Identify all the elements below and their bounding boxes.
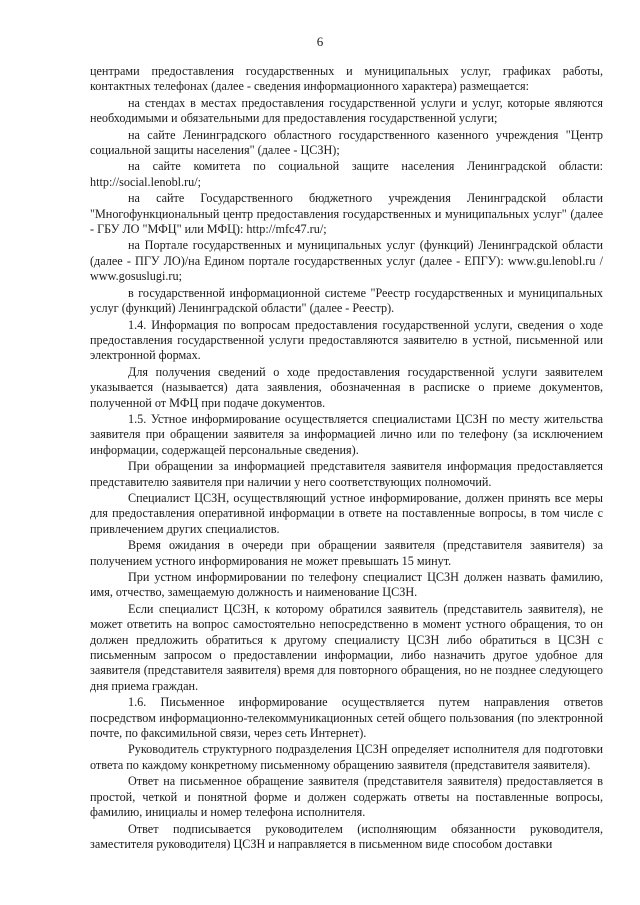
paragraph: на сайте комитета по социальной защите населения Ленинградской области: http://social.lenobl.ru/;	[90, 159, 603, 189]
paragraph: При устном информировании по телефону специалист ЦСЗН должен назвать фамилию, имя, отчество, замещаемую должность и наименование ЦСЗН.	[90, 570, 603, 600]
paragraph: Руководитель структурного подразделения ЦСЗН определяет исполнителя для подготовки ответа по каждому конкретному письменному обращению заявителя (представителя заявителя).	[90, 742, 603, 772]
page-number: 6	[316, 34, 324, 49]
paragraph: на Портале государственных и муниципальных услуг (функций) Ленинградской области (далее - ПГУ ЛО)/на Едином портале государственных услуг (далее - ЕПГУ): www.gu.lenobl.ru / www.gosuslugi.ru;	[90, 238, 603, 284]
paragraph: Ответ подписывается руководителем (исполняющим обязанности руководителя, заместителя руководителя) ЦСЗН и направляется в письменном виде способом доставки	[90, 821, 603, 851]
paragraph: 1.5. Устное информирование осуществляется специалистами ЦСЗН по месту жительства заявителя при обращении заявителя за информацией лично или по телефону (за исключением информации, содержащей персональные сведения).	[90, 411, 603, 457]
paragraph: центрами предоставления государственных и муниципальных услуг, графиках работы, контактных телефонах (далее - сведения информационного характера) размещается:	[90, 64, 603, 94]
paragraph: в государственной информационной системе "Реестр государственных и муниципальных услуг (функций) Ленинградской области" (далее - Реестр).	[90, 285, 603, 316]
paragraph: Для получения сведений о ходе предоставления государственной услуги заявителем указывается (называется) дата заявления, обозначенная в расписке о приеме документов, полученной от МФЦ при подаче документов.	[90, 364, 603, 410]
paragraph: 1.6. Письменное информирование осуществляется путем направления ответов посредством информационно-телекоммуникационных сетей общего пользования (по электронной почте, по факсимильной связи, через сеть Интернет).	[90, 695, 603, 741]
paragraph: 1.4. Информация по вопросам предоставления государственной услуги, сведения о ходе предоставления государственной услуги предоставляются заявителю в устной, письменной или электронной формах.	[90, 317, 603, 363]
paragraph: При обращении за информацией представителя заявителя информация предоставляется представителю заявителя при наличии у него соответствующих полномочий.	[90, 459, 603, 489]
paragraph: на стендах в местах предоставления государственной услуги и услуг, которые являются необходимыми и обязательными для предоставления государственной услуги;	[90, 95, 603, 126]
paragraph: Время ожидания в очереди при обращении заявителя (представителя заявителя) за получением устного информирования не может превышать 15 минут.	[90, 538, 603, 568]
paragraph: на сайте Ленинградского областного государственного казенного учреждения "Центр социальной защиты населения" (далее - ЦСЗН);	[90, 127, 603, 158]
paragraph: Ответ на письменное обращение заявителя (представителя заявителя) предоставляется в простой, четкой и понятной форме и должен содержать ответы на поставленные вопросы, фамилию, инициалы и номер телефона исполнителя.	[90, 774, 603, 820]
body-text	[90, 64, 603, 853]
paragraph: на сайте Государственного бюджетного учреждения Ленинградской области "Многофункциональный центр предоставления государственных и муниципальных услуг" (далее - ГБУ ЛО "МФЦ" или МФЦ): http://mfc47.ru/;	[90, 191, 603, 237]
paragraph: Специалист ЦСЗН, осуществляющий устное информирование, должен принять все меры для предоставления оперативной информации в ответе на поставленные вопросы, в том числе с привлечением других специалистов.	[90, 490, 603, 536]
paragraph: Если специалист ЦСЗН, к которому обратился заявитель (представитель заявителя), не может ответить на вопрос самостоятельно непосредственно в момент устного обращения, то он должен предложить обратиться к другому специалисту ЦСЗН либо обратиться в ЦСЗН с письменным запросом о предоставлении информации, либо назначить другое удобное для заявителя (представителя заявителя) время для повторного обращения, но не позднее следующего дня приема граждан.	[90, 601, 603, 693]
